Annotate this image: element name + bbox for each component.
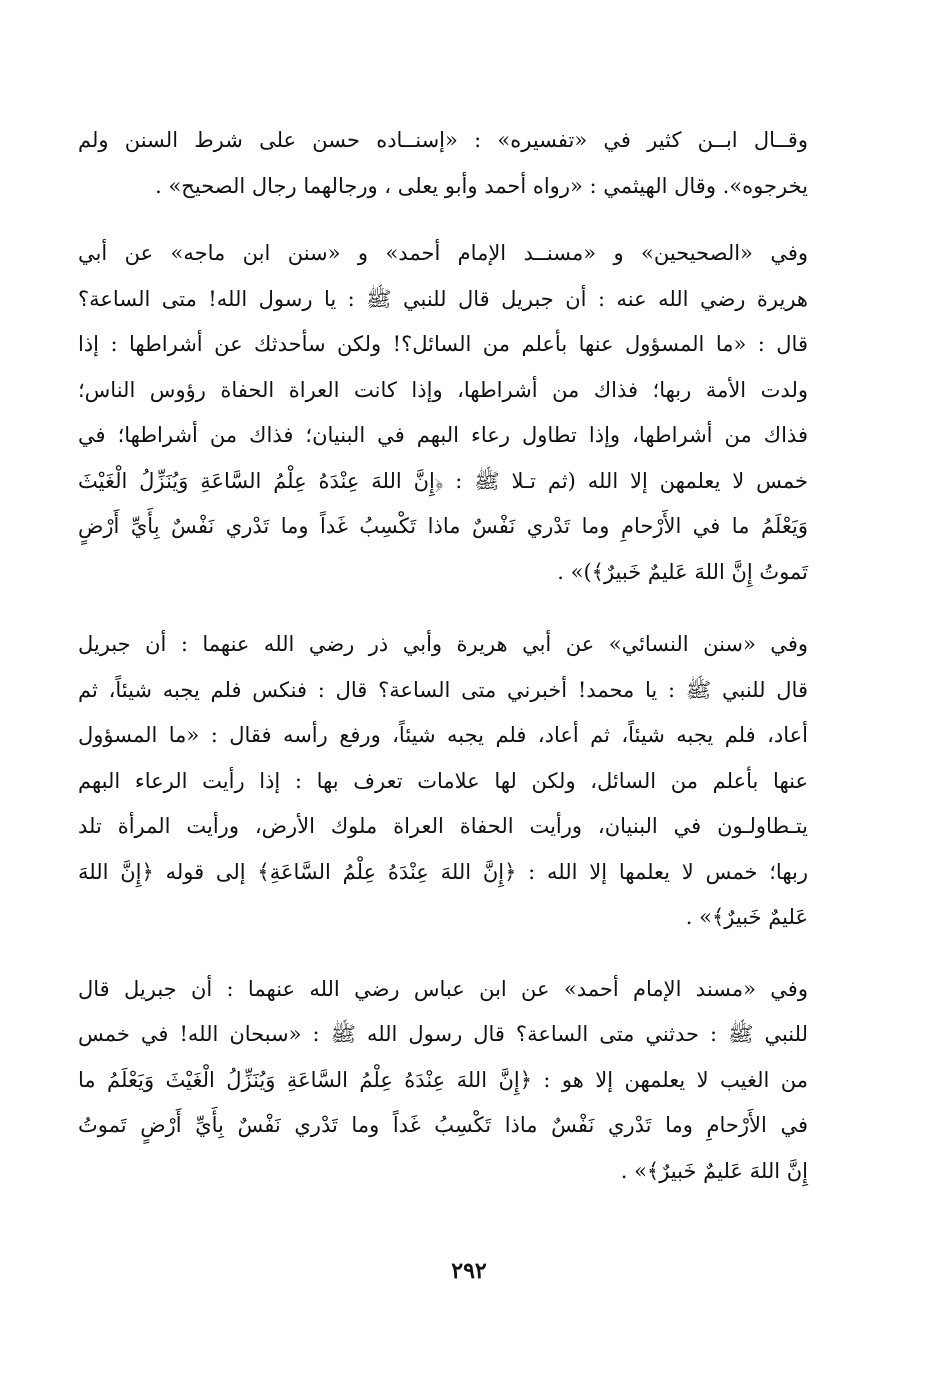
text-line: وفي «مسند الإمام أحمد» عن ابن عباس رضي الله عنهما : أن جبريل قال (78, 976, 808, 1001)
text-line: يتـطاولـون في البنيان، ورأيت الحفاة العراة ملوك الأرض، ورأيت المرأة تلد (78, 814, 808, 838)
text-line: وقــال ابــن كثير في «تفسيره» : «إسنــاده حسن على شرط السنن ولم (78, 128, 808, 152)
text-line: ولدت الأمة ربها؛ فذاك من أشراطها، وإذا كانت العراة الحفاة رؤوس الناس؛ (78, 377, 808, 402)
text-line: قال للنبي ﷺ : يا محمد! أخبرني متى الساعة؟ قال : فنكس فلم يجبه شيئاً، ثم (78, 677, 808, 702)
text-line: أعاد، فلم يجبه شيئاً، ثم أعاد، فلم يجبه شيئاً، ورفع رأسه فقال : «ما المسؤول (78, 723, 808, 747)
page-number: ٢٩٢ (451, 1258, 487, 1284)
text-line: للنبي ﷺ : حدثني متى الساعة؟ قال رسول الله ﷺ : «سبحان الله! في خمس (78, 1022, 808, 1046)
paragraph-nasai-hadith (78, 622, 808, 941)
text-line: هريرة رضي الله عنه : أن جبريل قال للنبي ﷺ : يا رسول الله! متى الساعة؟ (78, 286, 808, 311)
page-body (78, 118, 808, 1194)
text-line: ربها؛ خمس لا يعلمها إلا الله : ﴿إِنَّ اللهَ عِنْدَهُ عِلْمُ السَّاعَةِ﴾ إلى قوله ﴿إِنَّ اللهَ (78, 859, 808, 884)
paragraph-musnad-ahmad-hadith (78, 967, 808, 1195)
paragraph-sahihayn-hadith (78, 231, 808, 595)
text-line: يخرجوه». وقال الهيثمي : «رواه أحمد وأبو يعلى ، ورجالهما رجال الصحيح» . (155, 173, 808, 198)
text-line: قال : «ما المسؤول عنها بأعلم من السائل؟! ولكن سأحدثك عن أشراطها : إذا (78, 332, 808, 356)
text-line: عَليمٌ خَبيرٌ﴾» . (685, 905, 808, 929)
text-line: تَموتُ إِنَّ اللهَ عَليمٌ خَبيرٌ﴾)» . (557, 559, 808, 584)
paragraph-ibn-kathir (78, 118, 808, 209)
text-line: وَيَعْلَمُ ما في الأَرْحامِ وما تَدْري نَفْسٌ ماذا تَكْسِبُ غَداً وما تَدْري نَفْسٌ بِأَيِّ أَرْضٍ (78, 514, 808, 538)
text-line: فذاك من أشراطها، وإذا تطاول رعاء البهم في البنيان؛ فذاك من أشراطها؛ في (78, 423, 808, 447)
text-line: وفي «الصحيحين» و «مسنــد الإمام أحمد» و «سنن ابن ماجه» عن أبي (78, 241, 808, 265)
text-line: من الغيب لا يعلمهن إلا هو : ﴿إِنَّ اللهَ عِنْدَهُ عِلْمُ السَّاعَةِ وَيُنَزِّلُ الْغَيْثَ وَيَعْلَمُ ما (78, 1067, 808, 1092)
text-line: عنها بأعلم من السائل، ولكن لها علامات تعرف بها : إذا رأيت الرعاء البهم (78, 768, 808, 793)
text-line: وفي «سنن النسائي» عن أبي هريرة وأبي ذر رضي الله عنهما : أن جبريل (78, 632, 808, 656)
text-line: في الأَرْحامِ وما تَدْري نَفْسٌ ماذا تَكْسِبُ غَداً وما تَدْري نَفْسٌ بِأَيِّ أَرْضٍ تَموتُ (78, 1113, 808, 1137)
text-line: إِنَّ اللهَ عَليمٌ خَبيرٌ﴾» . (620, 1158, 808, 1183)
text-line: خمس لا يعلمهن إلا الله (ثم تـلا ﷺ : ﴿إِنَّ اللهَ عِنْدَهُ عِلْمُ السَّاعَةِ وَيُنَزِّلُ الْغَيْثَ (78, 468, 808, 493)
